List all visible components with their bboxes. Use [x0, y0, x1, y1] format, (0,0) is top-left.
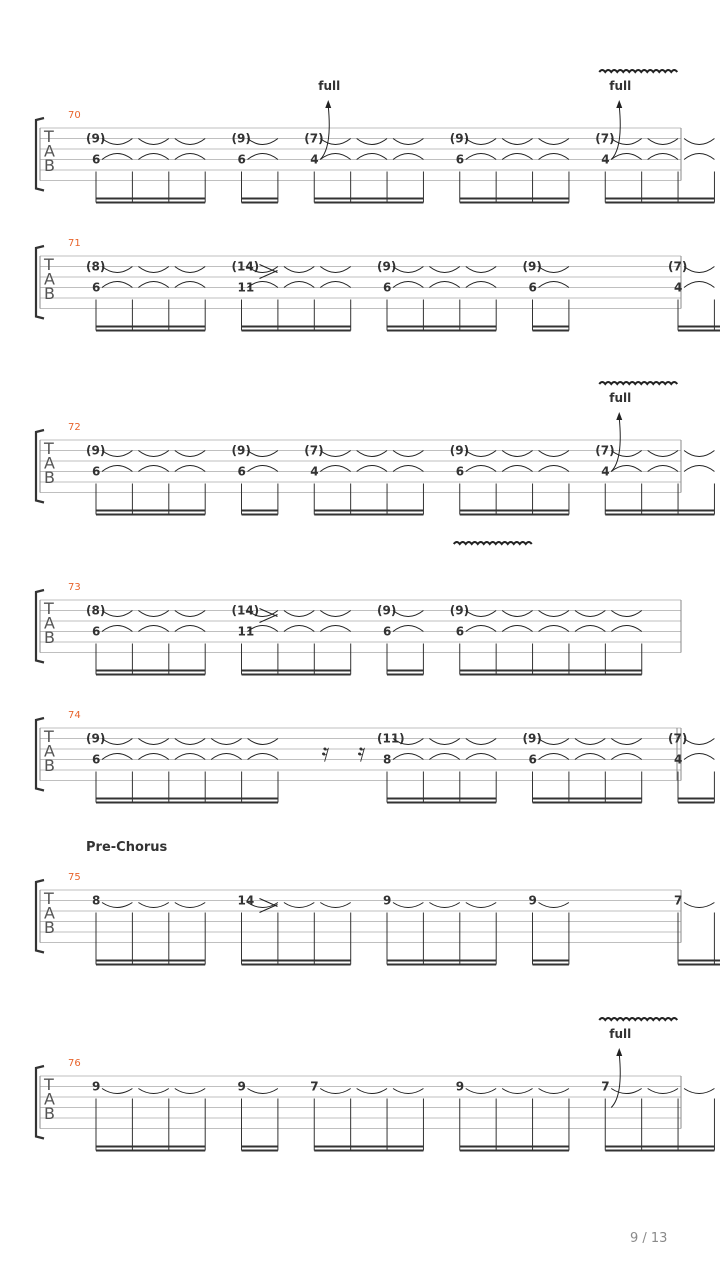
tie-arc — [684, 267, 714, 273]
tie-arc — [102, 139, 132, 145]
tie-arc — [539, 154, 569, 160]
fret-number: 6 — [528, 752, 537, 767]
fret-number: 7 — [674, 893, 683, 908]
tab-clef-b: B — [44, 628, 55, 647]
fret-number-bend-target: (9) — [231, 443, 251, 458]
fret-number: 9 — [92, 1079, 101, 1094]
tie-arc — [175, 139, 205, 145]
tie-arc — [248, 466, 278, 472]
fret-number: 11 — [237, 624, 255, 639]
tie-arc — [648, 466, 678, 472]
tie-arc — [138, 903, 168, 908]
tie-arc — [248, 1089, 278, 1094]
tie-arc — [138, 1089, 168, 1094]
fret-number-bend-target: (7) — [668, 259, 688, 274]
note-group — [238, 1080, 278, 1151]
tie-arc — [466, 451, 496, 457]
tie-arc — [284, 611, 314, 617]
tie-arc — [575, 626, 605, 632]
note-group — [456, 1080, 569, 1151]
tie-arc — [393, 154, 423, 160]
tie-arc — [393, 451, 423, 457]
tie-arc — [429, 903, 459, 908]
note-group — [304, 444, 423, 515]
tie-arc — [357, 466, 387, 472]
tie-arc — [502, 154, 532, 160]
fret-number: 7 — [601, 1079, 610, 1094]
fret-number: 4 — [674, 280, 683, 295]
tie-arc — [357, 139, 387, 145]
tie-arc — [502, 451, 532, 457]
tie-arc — [393, 903, 423, 908]
tie-arc — [466, 466, 496, 472]
tie-arc — [248, 139, 278, 145]
tie-arc — [393, 466, 423, 472]
tie-arc — [357, 1089, 387, 1094]
tab-clef-t: T — [44, 727, 54, 746]
tie-arc — [393, 267, 423, 273]
fret-number: 9 — [455, 1079, 465, 1094]
tab-clef-a: A — [44, 903, 55, 923]
tie-arc — [575, 611, 605, 617]
tie-arc — [466, 154, 496, 160]
tie-arc — [684, 154, 714, 160]
fret-number: 6 — [383, 624, 392, 639]
note-group — [232, 604, 351, 675]
note-group — [601, 1080, 714, 1151]
tie-arc — [102, 267, 132, 273]
section-label-pre-chorus: Pre-Chorus — [86, 840, 168, 855]
fret-number-bend-target: (9) — [449, 603, 470, 618]
tie-arc — [175, 466, 205, 472]
note-group — [377, 732, 496, 803]
fret-number: 4 — [674, 752, 683, 767]
tie-arc — [175, 903, 205, 908]
tie-arc — [611, 626, 641, 632]
bend-marker — [609, 1027, 631, 1108]
tie-arc — [466, 1089, 496, 1094]
tie-arc — [357, 154, 387, 160]
tie-arc — [429, 267, 459, 273]
note-group — [86, 604, 205, 675]
tie-arc — [393, 139, 423, 145]
tab-clef-a: A — [44, 1089, 55, 1109]
bend-marker — [609, 391, 631, 472]
bend-curve — [611, 1054, 620, 1108]
tab-clef-b: B — [44, 284, 55, 303]
fret-number: 9 — [237, 1079, 246, 1094]
tab-clef-a: A — [44, 141, 55, 161]
fret-number-bend-target: (7) — [595, 443, 615, 458]
tie-arc — [539, 466, 569, 472]
tie-arc — [138, 466, 168, 472]
fret-number-bend-target: (7) — [304, 131, 324, 146]
tie-arc — [284, 282, 314, 288]
note-group — [92, 1080, 205, 1151]
tie-arc — [175, 282, 205, 288]
note-group — [232, 260, 351, 331]
tie-arc — [284, 267, 314, 273]
tie-arc — [611, 1089, 641, 1094]
tie-arc — [611, 466, 641, 472]
system-71 — [36, 238, 720, 331]
fret-number: 4 — [310, 152, 319, 167]
tie-arc — [684, 282, 714, 288]
note-group — [86, 444, 205, 515]
fret-number-bend-target: (9) — [449, 443, 470, 458]
tie-arc — [684, 754, 714, 760]
tie-arc — [320, 282, 350, 288]
tie-arc — [502, 466, 532, 472]
bend-label-full: full — [609, 391, 632, 405]
note-group — [529, 894, 569, 965]
note-group — [92, 894, 205, 965]
note-group — [383, 894, 496, 965]
note-group — [232, 444, 278, 515]
rest-symbol: 𝄿 — [357, 738, 366, 768]
tie-arc — [175, 739, 205, 745]
fret-number-bend-target: (9) — [522, 731, 542, 746]
tie-arc — [393, 282, 423, 288]
bend-marker — [318, 79, 340, 160]
tab-clef-b: B — [44, 756, 55, 775]
tie-arc — [611, 139, 641, 145]
tie-arc — [539, 754, 569, 760]
measure-number: 70 — [68, 110, 81, 121]
note-group — [86, 132, 205, 203]
fret-number-bend-target: (7) — [668, 731, 688, 746]
tie-arc — [248, 754, 278, 760]
tie-arc — [611, 611, 641, 617]
tie-arc — [539, 903, 569, 908]
fret-number-bend-target: (14) — [231, 603, 260, 618]
tie-arc — [684, 739, 714, 745]
tie-arc — [320, 903, 350, 908]
vibrato-marker — [599, 1018, 677, 1020]
fret-number: 6 — [237, 152, 246, 167]
tie-arc — [102, 466, 132, 472]
tie-arc — [175, 611, 205, 617]
tie-arc — [393, 611, 423, 617]
tie-arc — [320, 267, 350, 273]
tie-arc — [284, 903, 314, 908]
tie-arc — [429, 739, 459, 745]
note-group — [322, 738, 366, 768]
fret-number-bend-target: (9) — [522, 259, 542, 274]
tie-arc — [611, 739, 641, 745]
tab-clef-t: T — [44, 599, 54, 618]
fret-number-bend-target: (9) — [86, 131, 106, 146]
note-group — [232, 132, 278, 203]
fret-number-bend-target: (9) — [231, 131, 251, 146]
tab-clef-a: A — [44, 453, 55, 473]
tie-arc — [102, 739, 132, 745]
tab-clef-t: T — [44, 1075, 54, 1094]
tie-arc — [393, 754, 423, 760]
tie-arc — [320, 1089, 350, 1094]
fret-number: 6 — [455, 464, 465, 479]
tie-arc — [502, 139, 532, 145]
tie-arc — [248, 154, 278, 160]
tie-arc — [138, 451, 168, 457]
tie-arc — [502, 611, 532, 617]
fret-number-bend-target: (9) — [86, 443, 106, 458]
vibrato-marker — [599, 70, 677, 72]
fret-number: 6 — [92, 280, 101, 295]
rest-symbol: 𝄿 — [321, 738, 330, 768]
tie-arc — [539, 139, 569, 145]
fret-number-bend-target: (7) — [304, 443, 324, 458]
tie-arc — [175, 1089, 205, 1094]
tie-arc — [357, 451, 387, 457]
tie-arc — [102, 451, 132, 457]
fret-number: 6 — [528, 280, 537, 295]
tie-arc — [539, 451, 569, 457]
note-group — [377, 260, 496, 331]
fret-number-bend-target: (14) — [231, 259, 260, 274]
tab-clef-t: T — [44, 889, 54, 908]
fret-number: 8 — [92, 893, 101, 908]
tab-clef-b: B — [44, 468, 55, 487]
fret-number: 4 — [601, 464, 610, 479]
system-74 — [36, 710, 714, 803]
tie-arc — [175, 754, 205, 760]
fret-number: 6 — [455, 152, 465, 167]
tie-arc — [539, 1089, 569, 1094]
tie-arc — [320, 466, 350, 472]
note-group — [595, 444, 714, 515]
tie-arc — [248, 739, 278, 745]
tie-arc — [611, 754, 641, 760]
tab-clef-t: T — [44, 439, 54, 458]
system-70 — [36, 70, 720, 203]
page-number: 9 / 13 — [630, 1231, 668, 1246]
tie-arc — [648, 451, 678, 457]
measure-number: 72 — [68, 422, 81, 433]
system-73 — [36, 542, 720, 675]
note-group — [86, 732, 278, 803]
tie-arc — [320, 626, 350, 632]
note-group — [523, 260, 569, 331]
tie-arc — [320, 451, 350, 457]
tab-clef-a: A — [44, 613, 55, 633]
tie-arc — [539, 267, 569, 273]
tie-arc — [648, 154, 678, 160]
tie-arc — [284, 626, 314, 632]
note-group — [668, 732, 714, 803]
bend-marker — [609, 79, 631, 160]
tie-arc — [466, 139, 496, 145]
tie-arc — [466, 626, 496, 632]
tie-arc — [175, 451, 205, 457]
note-group — [595, 132, 714, 203]
fret-number: 4 — [310, 464, 319, 479]
fret-number: 6 — [92, 464, 101, 479]
bend-arrowhead — [616, 412, 622, 420]
fret-number-bend-target: (11) — [377, 731, 405, 746]
fret-number: 9 — [528, 893, 537, 908]
tie-arc — [138, 154, 168, 160]
note-group — [86, 260, 205, 331]
fret-number: 8 — [383, 752, 392, 767]
fret-number: 4 — [601, 152, 610, 167]
bend-arrowhead — [616, 1048, 622, 1056]
note-group — [450, 444, 569, 515]
tie-arc — [684, 466, 714, 472]
tie-arc — [539, 626, 569, 632]
note-group — [668, 260, 720, 331]
tie-arc — [138, 139, 168, 145]
tie-arc — [611, 451, 641, 457]
tab-clef-t: T — [44, 127, 54, 146]
tie-arc — [102, 154, 132, 160]
tie-arc — [102, 611, 132, 617]
fret-number: 11 — [237, 280, 255, 295]
fret-number-bend-target: (9) — [377, 259, 397, 274]
measure-number: 76 — [68, 1058, 81, 1069]
vibrato-marker — [454, 542, 532, 544]
note-group — [450, 604, 642, 675]
note-group — [377, 604, 423, 675]
bend-label-full: full — [318, 79, 341, 93]
fret-number-bend-target: (9) — [86, 731, 106, 746]
fret-number: 6 — [237, 464, 246, 479]
fret-number: 6 — [92, 624, 101, 639]
vibrato-marker — [599, 382, 677, 384]
measure-number: 75 — [68, 872, 81, 883]
measure-number: 73 — [68, 582, 81, 593]
tie-arc — [320, 154, 350, 160]
tie-arc — [102, 1089, 132, 1094]
fret-number-bend-target: (9) — [377, 603, 397, 618]
fret-number-bend-target: (8) — [86, 603, 106, 618]
tie-arc — [648, 1089, 678, 1094]
tab-clef-b: B — [44, 1104, 55, 1123]
tie-arc — [684, 139, 714, 145]
tab-clef-b: B — [44, 156, 55, 175]
note-group — [304, 132, 423, 203]
tie-arc — [502, 1089, 532, 1094]
fret-number: 7 — [310, 1079, 319, 1094]
fret-number: 6 — [383, 280, 392, 295]
fret-number-bend-target: (9) — [449, 131, 470, 146]
measure-number: 74 — [68, 710, 81, 721]
tie-arc — [138, 282, 168, 288]
fret-number: 6 — [92, 152, 101, 167]
tie-arc — [211, 739, 241, 745]
tie-arc — [138, 754, 168, 760]
tie-arc — [466, 611, 496, 617]
tie-arc — [539, 282, 569, 288]
note-group — [310, 1080, 423, 1151]
tie-arc — [175, 154, 205, 160]
tie-arc — [466, 267, 496, 273]
fret-number: 9 — [383, 893, 392, 908]
fret-number: 14 — [237, 893, 255, 908]
system-72 — [36, 382, 720, 515]
tie-arc — [466, 903, 496, 908]
fret-number: 6 — [455, 624, 465, 639]
tie-arc — [138, 626, 168, 632]
tie-arc — [248, 451, 278, 457]
fret-number: 6 — [92, 752, 101, 767]
tie-arc — [684, 903, 714, 908]
tie-arc — [320, 139, 350, 145]
tie-arc — [429, 282, 459, 288]
tie-arc — [575, 739, 605, 745]
tie-arc — [539, 739, 569, 745]
tie-arc — [102, 282, 132, 288]
bend-label-full: full — [609, 1027, 632, 1041]
note-group — [523, 732, 642, 803]
measure-number: 71 — [68, 238, 81, 249]
tie-arc — [684, 1089, 714, 1094]
tie-arc — [429, 754, 459, 760]
tab-clef-a: A — [44, 741, 55, 761]
tie-arc — [102, 903, 132, 908]
tie-arc — [684, 451, 714, 457]
tab-clef-b: B — [44, 918, 55, 937]
tie-arc — [575, 754, 605, 760]
tie-arc — [138, 267, 168, 273]
note-group — [450, 132, 569, 203]
fret-number-bend-target: (7) — [595, 131, 615, 146]
tie-arc — [466, 282, 496, 288]
tie-arc — [502, 626, 532, 632]
tie-arc — [466, 739, 496, 745]
tie-arc — [138, 739, 168, 745]
tie-arc — [102, 626, 132, 632]
tie-arc — [393, 1089, 423, 1094]
tie-arc — [648, 139, 678, 145]
tab-clef-a: A — [44, 269, 55, 289]
tie-arc — [138, 611, 168, 617]
tie-arc — [539, 611, 569, 617]
bend-label-full: full — [609, 79, 632, 93]
note-group — [238, 894, 351, 965]
tie-arc — [175, 267, 205, 273]
tie-arc — [102, 754, 132, 760]
tie-arc — [175, 626, 205, 632]
tie-arc — [611, 154, 641, 160]
bend-arrowhead — [325, 100, 331, 108]
tie-arc — [320, 611, 350, 617]
bend-arrowhead — [616, 100, 622, 108]
tie-arc — [211, 754, 241, 760]
system-75 — [36, 872, 720, 965]
fret-number-bend-target: (8) — [86, 259, 106, 274]
system-76 — [36, 1018, 720, 1151]
tab-clef-t: T — [44, 255, 54, 274]
tie-arc — [393, 626, 423, 632]
tie-arc — [466, 754, 496, 760]
